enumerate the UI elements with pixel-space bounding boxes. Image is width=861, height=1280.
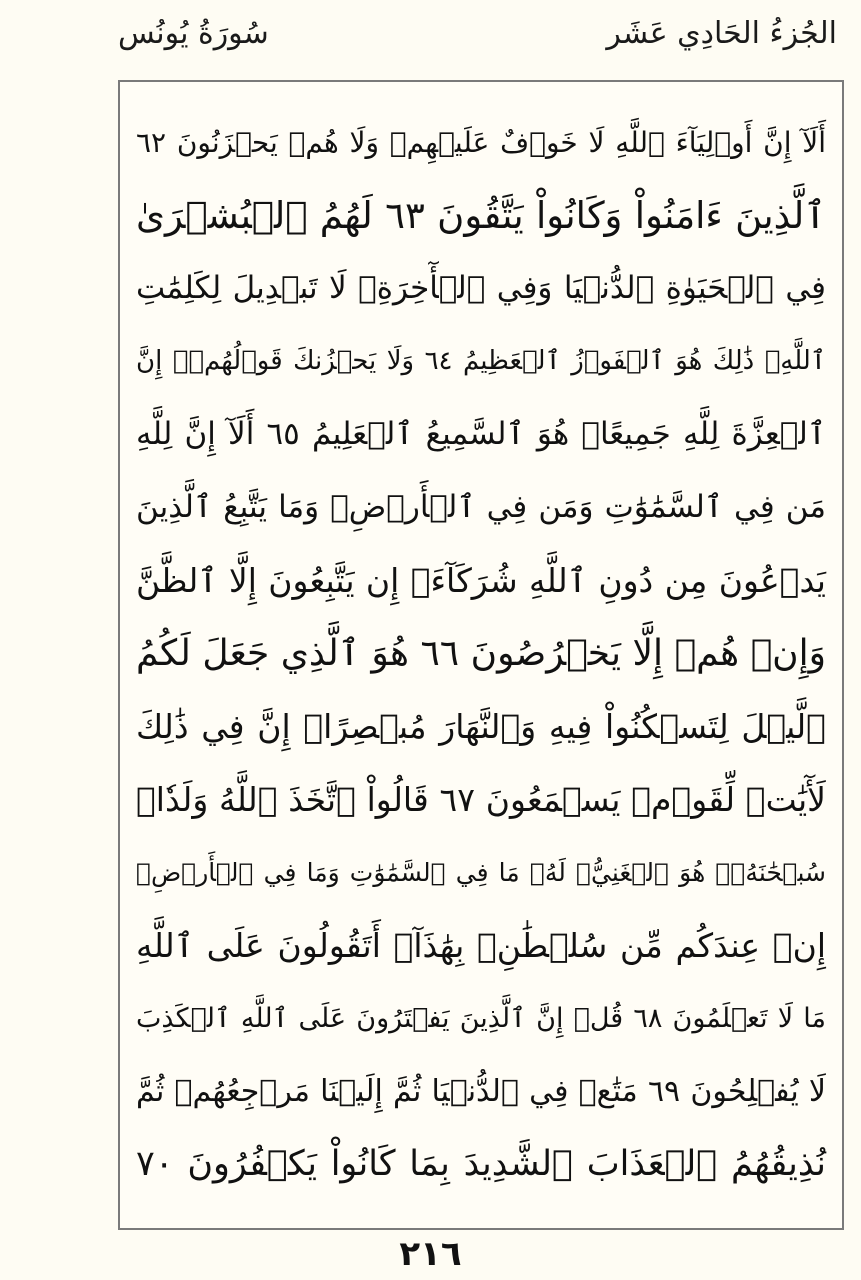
juz-title: الجُزءُ الحَادِي عَشَر xyxy=(606,16,837,51)
text-line-8: وَإِنۡ هُمۡ إِلَّا يَخۡرُصُونَ ٦٦ هُوَ ٱلَّذِي جَعَلَ لَكُمُ xyxy=(136,633,826,674)
text-line-3: فِي ٱلۡحَيَوٰةِ ٱلدُّنۡيَا وَفِي ٱلۡأٓخِرَةِۚ لَا تَبۡدِيلَ لِكَلِمَٰتِ xyxy=(136,270,826,306)
quran-text-frame xyxy=(118,80,844,1230)
text-line-15: نُذِيقُهُمُ ٱلۡعَذَابَ ٱلشَّدِيدَ بِمَا كَانُواْ يَكۡفُرُونَ ٧٠ xyxy=(136,1144,826,1184)
text-line-9: ٱلَّيۡلَ لِتَسۡكُنُواْ فِيهِ وَٱلنَّهَارَ مُبۡصِرًاۚ إِنَّ فِي ذَٰلِكَ xyxy=(136,707,826,746)
text-line-2: ٱلَّذِينَ ءَامَنُواْ وَكَانُواْ يَتَّقُونَ ٦٣ لَهُمُ ٱلۡبُشۡرَىٰ xyxy=(136,194,826,237)
text-line-4: ٱللَّهِۚ ذَٰلِكَ هُوَ ٱلۡفَوۡزُ ٱلۡعَظِيمُ ٦٤ وَلَا يَحۡزُنكَ قَوۡلُهُمۡۘ إِنَّ xyxy=(136,346,826,376)
text-line-14: لَا يُفۡلِحُونَ ٦٩ مَتَٰعٞ فِي ٱلدُّنۡيَا ثُمَّ إِلَيۡنَا مَرۡجِعُهُمۡ ثُمَّ xyxy=(136,1074,826,1109)
text-line-7: يَدۡعُونَ مِن دُونِ ٱللَّهِ شُرَكَآءَۚ إِن يَتَّبِعُونَ إِلَّا ٱلظَّنَّ xyxy=(136,561,826,600)
text-line-1: أَلَآ إِنَّ أَوۡلِيَآءَ ٱللَّهِ لَا خَوۡفٌ عَلَيۡهِمۡ وَلَا هُمۡ يَحۡزَنُونَ ٦٢ xyxy=(136,126,826,159)
verse-lines xyxy=(120,106,842,1201)
text-line-5: ٱلۡعِزَّةَ لِلَّهِ جَمِيعًاۚ هُوَ ٱلسَّمِيعُ ٱلۡعَلِيمُ ٦٥ أَلَآ إِنَّ لِلَّهِ xyxy=(136,416,826,452)
surah-title: سُورَةُ يُونُس xyxy=(118,16,269,51)
text-line-6: مَن فِي ٱلسَّمَٰوَٰتِ وَمَن فِي ٱلۡأَرۡضِۗ وَمَا يَتَّبِعُ ٱلَّذِينَ xyxy=(136,489,826,525)
text-line-10: لَأٓيَٰتٖ لِّقَوۡمٖ يَسۡمَعُونَ ٦٧ قَالُواْ ٱتَّخَذَ ٱللَّهُ وَلَدٗاۗ xyxy=(136,780,826,819)
page-number: ٢١٦ xyxy=(399,1234,462,1274)
page-header xyxy=(0,0,861,72)
text-line-12: إِنۡ عِندَكُم مِّن سُلۡطَٰنِۭ بِهَٰذَآۚ أَتَقُولُونَ عَلَى ٱللَّهِ xyxy=(136,926,826,965)
text-line-11: سُبۡحَٰنَهُۥۖ هُوَ ٱلۡغَنِيُّۖ لَهُۥ مَا فِي ٱلسَّمَٰوَٰتِ وَمَا فِي ٱلۡأَرۡضِۚ xyxy=(136,858,826,887)
text-line-13: مَا لَا تَعۡلَمُونَ ٦٨ قُلۡ إِنَّ ٱلَّذِينَ يَفۡتَرُونَ عَلَى ٱللَّهِ ٱلۡكَذِبَ xyxy=(136,1003,826,1034)
